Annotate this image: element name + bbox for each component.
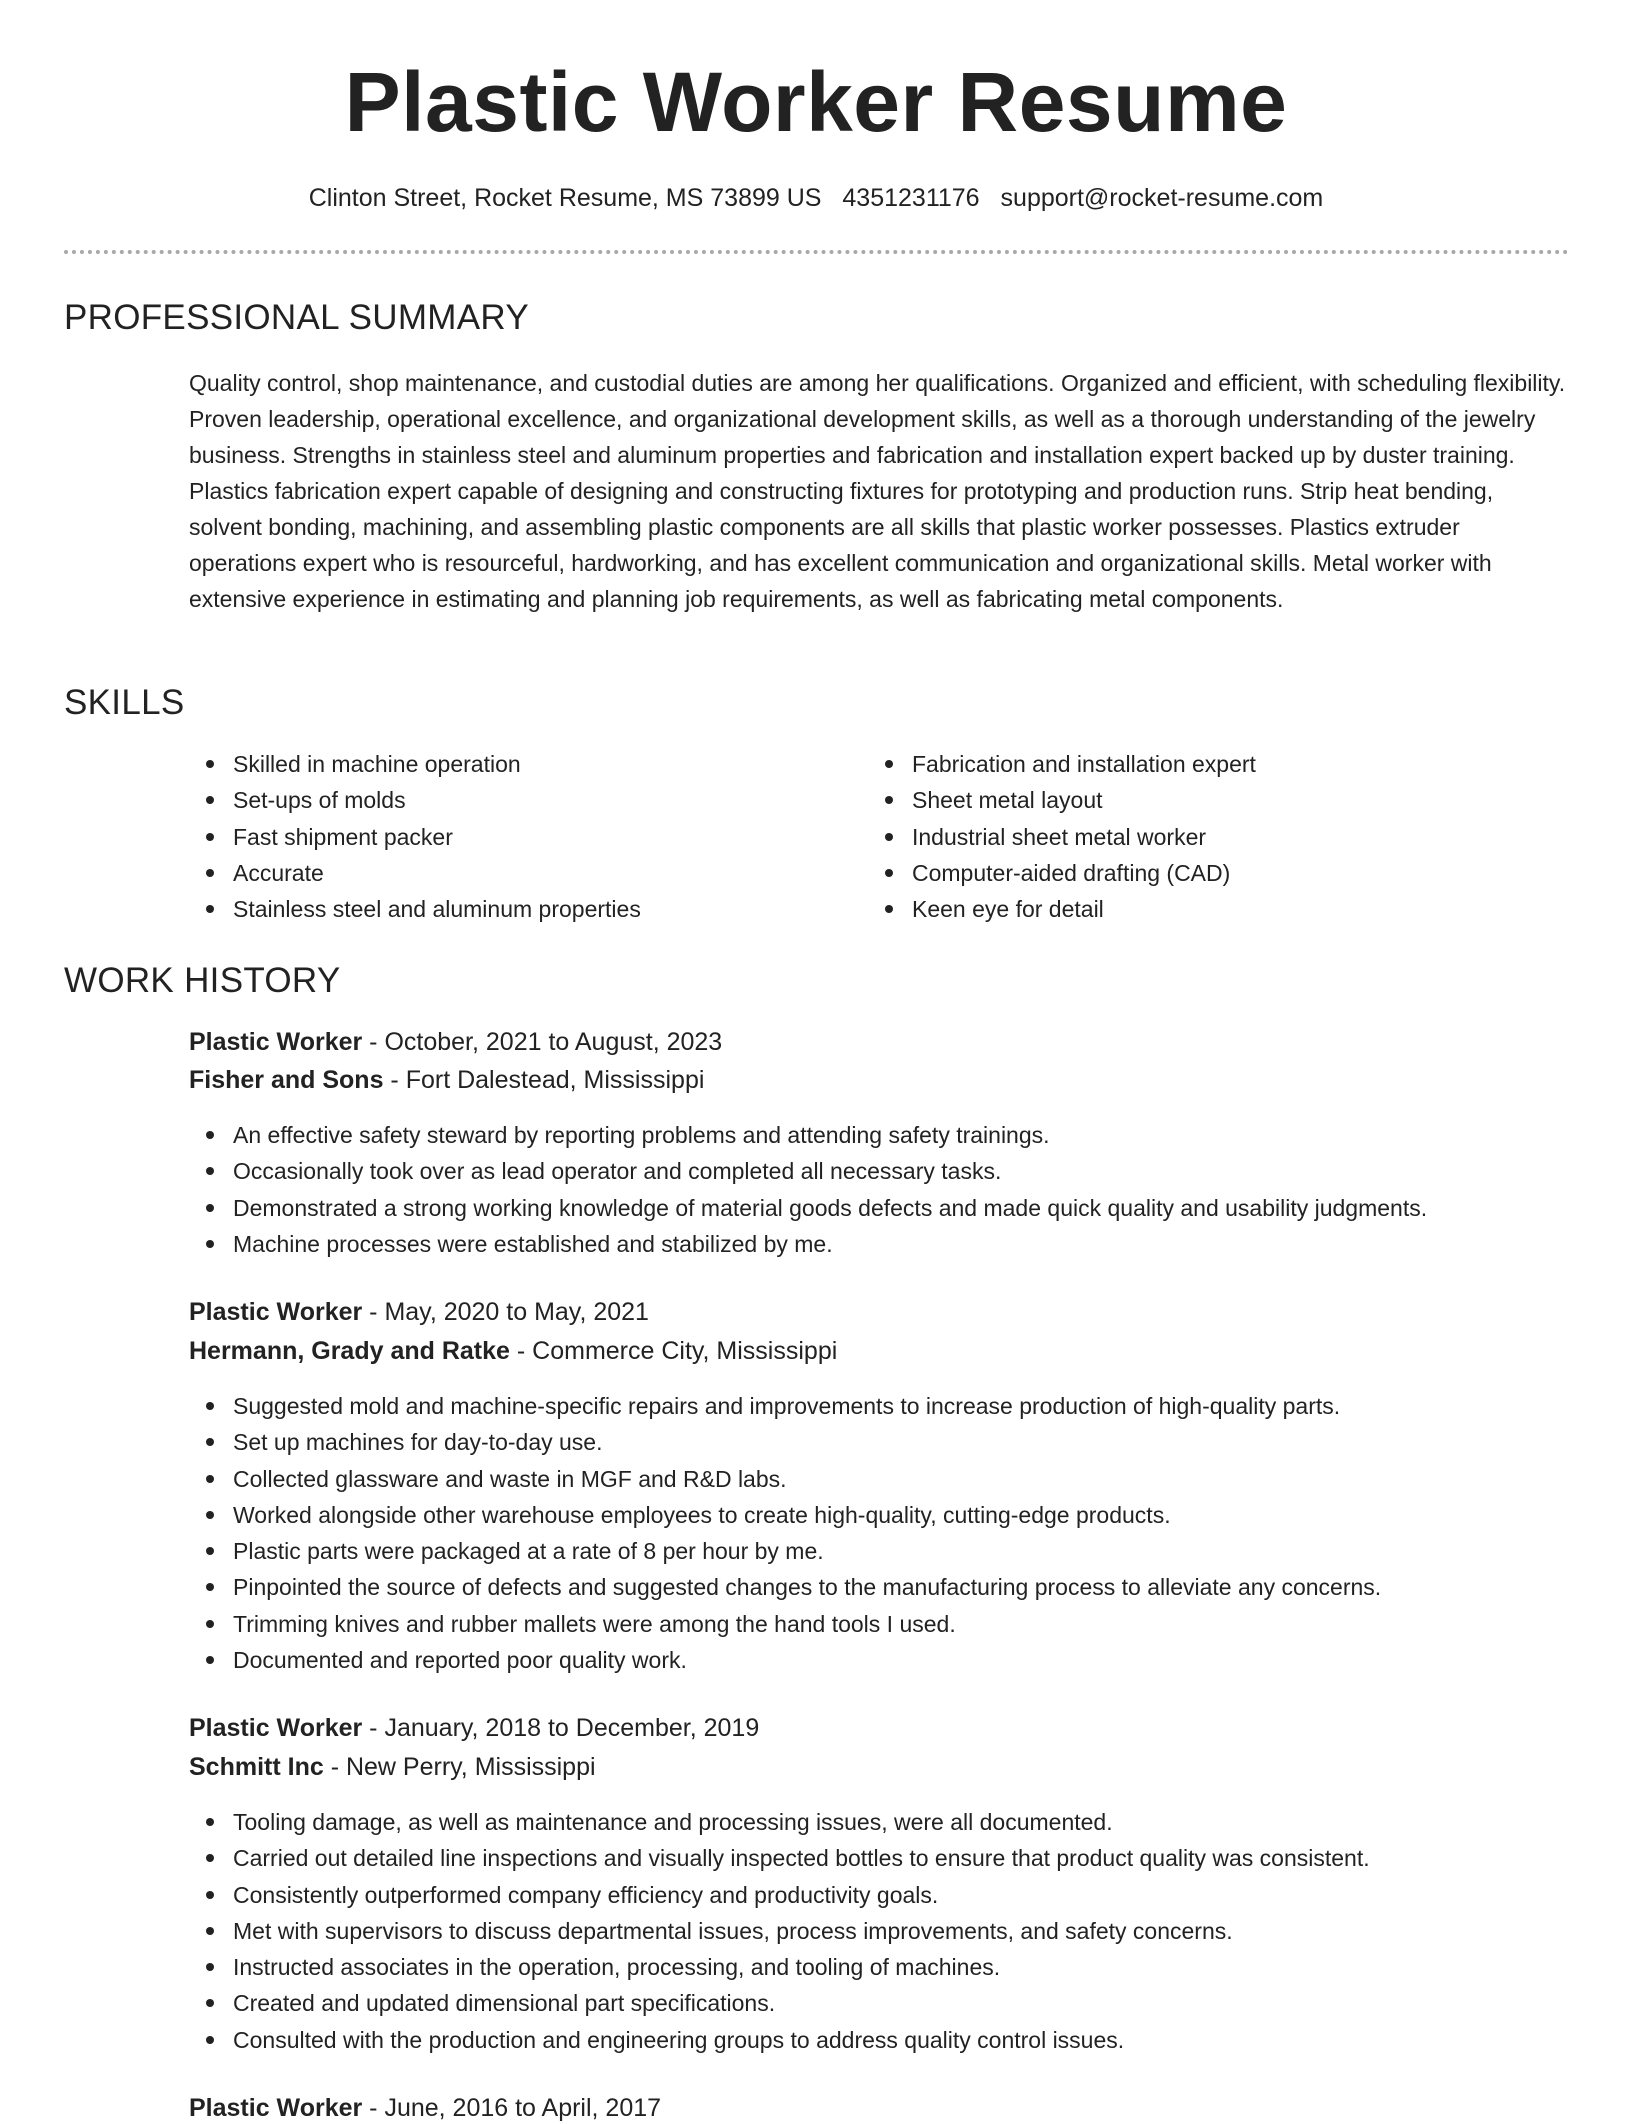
page-title: Plastic Worker Resume <box>344 55 1288 149</box>
job-title-line <box>189 1026 722 1058</box>
job-title-line <box>189 1712 759 1744</box>
job-duty-item: Documented and reported poor quality work. <box>189 1642 1589 1678</box>
skill-item: Set-ups of molds <box>189 782 641 818</box>
job-duty-item: Created and updated dimensional part specifications. <box>189 1985 1589 2021</box>
job-duty-item: Collected glassware and waste in MGF and R&D labs. <box>189 1461 1589 1497</box>
skill-item: Fast shipment packer <box>189 819 641 855</box>
job-duty-item: Worked alongside other warehouse employees to create high-quality, cutting-edge products. <box>189 1497 1589 1533</box>
work-heading: WORK HISTORY <box>64 961 341 1000</box>
contact-phone: 4351231176 <box>842 184 980 212</box>
skill-item: Stainless steel and aluminum properties <box>189 891 641 927</box>
job-title-line <box>189 2092 661 2124</box>
job-title: Plastic Worker <box>189 1028 363 1056</box>
job-duty-item: Carried out detailed line inspections and visually inspected bottles to ensure that product quality was consistent. <box>189 1840 1589 1876</box>
job-duty-item: Tooling damage, as well as maintenance and processing issues, were all documented. <box>189 1804 1589 1840</box>
job-duties-list <box>189 1117 1589 1262</box>
skills-list-left <box>189 746 641 927</box>
job-title: Plastic Worker <box>189 1298 363 1326</box>
job-duties-list <box>189 1804 1589 2058</box>
header-divider <box>64 250 1569 254</box>
job-duty-item: An effective safety steward by reporting problems and attending safety trainings. <box>189 1117 1589 1153</box>
job-company-line <box>189 1335 837 1367</box>
job-duty-item: Set up machines for day-to-day use. <box>189 1424 1589 1460</box>
job-company: Schmitt Inc <box>189 1753 324 1781</box>
skill-item: Fabrication and installation expert <box>868 746 1256 782</box>
skill-item: Accurate <box>189 855 641 891</box>
contact-email: support@rocket-resume.com <box>1000 184 1324 212</box>
job-duty-item: Demonstrated a strong working knowledge of material goods defects and made quick quality and usability judgments. <box>189 1190 1589 1226</box>
summary-heading: PROFESSIONAL SUMMARY <box>64 298 529 337</box>
job-duties-list <box>189 1388 1589 1678</box>
job-duty-item: Consulted with the production and engineering groups to address quality control issues. <box>189 2022 1589 2058</box>
job-company: Hermann, Grady and Ratke <box>189 1337 510 1365</box>
job-duty-item: Met with supervisors to discuss departmental issues, process improvements, and safety concerns. <box>189 1913 1589 1949</box>
skill-item: Keen eye for detail <box>868 891 1256 927</box>
job-duty-item: Instructed associates in the operation, processing, and tooling of machines. <box>189 1949 1589 1985</box>
job-location: - Commerce City, Mississippi <box>509 1337 838 1365</box>
job-dates: - October, 2021 to August, 2023 <box>362 1028 723 1056</box>
job-company-line <box>189 1064 704 1096</box>
job-location: - Fort Dalestead, Mississippi <box>383 1066 705 1094</box>
job-title-line <box>189 1296 649 1328</box>
summary-text: Quality control, shop maintenance, and custodial duties are among her qualifications. Organized and efficient, with scheduling flexibility. Proven leadership, operational excellence, and organizational development skills, as well as a thorough understanding of the jewelry business. Strengths in stainless steel and aluminum properties and fabrication and installation expert backed up by duster training. Plastics fabrication expert capable of designing and constructing fixtures for prototyping and production runs. Strip heat bending, solvent bonding, machining, and assembling plastic components are all skills that plastic worker possesses. Plastics extruder operations expert who is resourceful, hardworking, and has excellent communication and organizational skills. Metal worker with extensive experience in estimating and planning job requirements, as well as fabricating metal components. <box>189 370 1566 612</box>
job-duty-item: Machine processes were established and stabilized by me. <box>189 1226 1589 1262</box>
job-duty-item: Suggested mold and machine-specific repairs and improvements to increase production of high-quality parts. <box>189 1388 1589 1424</box>
skill-item: Skilled in machine operation <box>189 746 641 782</box>
job-dates: - June, 2016 to April, 2017 <box>362 2094 662 2122</box>
job-duty-item: Pinpointed the source of defects and suggested changes to the manufacturing process to alleviate any concerns. <box>189 1569 1589 1605</box>
job-duty-item: Plastic parts were packaged at a rate of 8 per hour by me. <box>189 1533 1589 1569</box>
job-title: Plastic Worker <box>189 2094 363 2122</box>
skill-item: Sheet metal layout <box>868 782 1256 818</box>
contact-address: Clinton Street, Rocket Resume, MS 73899 US <box>308 184 822 212</box>
skills-heading: SKILLS <box>64 683 185 722</box>
contact-line <box>0 182 1632 214</box>
skills-list-right <box>868 746 1256 927</box>
skill-item: Industrial sheet metal worker <box>868 819 1256 855</box>
skill-item: Computer-aided drafting (CAD) <box>868 855 1256 891</box>
job-duty-item: Occasionally took over as lead operator and completed all necessary tasks. <box>189 1153 1589 1189</box>
job-title: Plastic Worker <box>189 1714 363 1742</box>
job-dates: - January, 2018 to December, 2019 <box>362 1714 760 1742</box>
job-company-line <box>189 1751 596 1783</box>
job-dates: - May, 2020 to May, 2021 <box>362 1298 649 1326</box>
job-duty-item: Consistently outperformed company efficiency and productivity goals. <box>189 1877 1589 1913</box>
job-company: Fisher and Sons <box>189 1066 384 1094</box>
job-duty-item: Trimming knives and rubber mallets were among the hand tools I used. <box>189 1606 1589 1642</box>
job-location: - New Perry, Mississippi <box>323 1753 596 1781</box>
